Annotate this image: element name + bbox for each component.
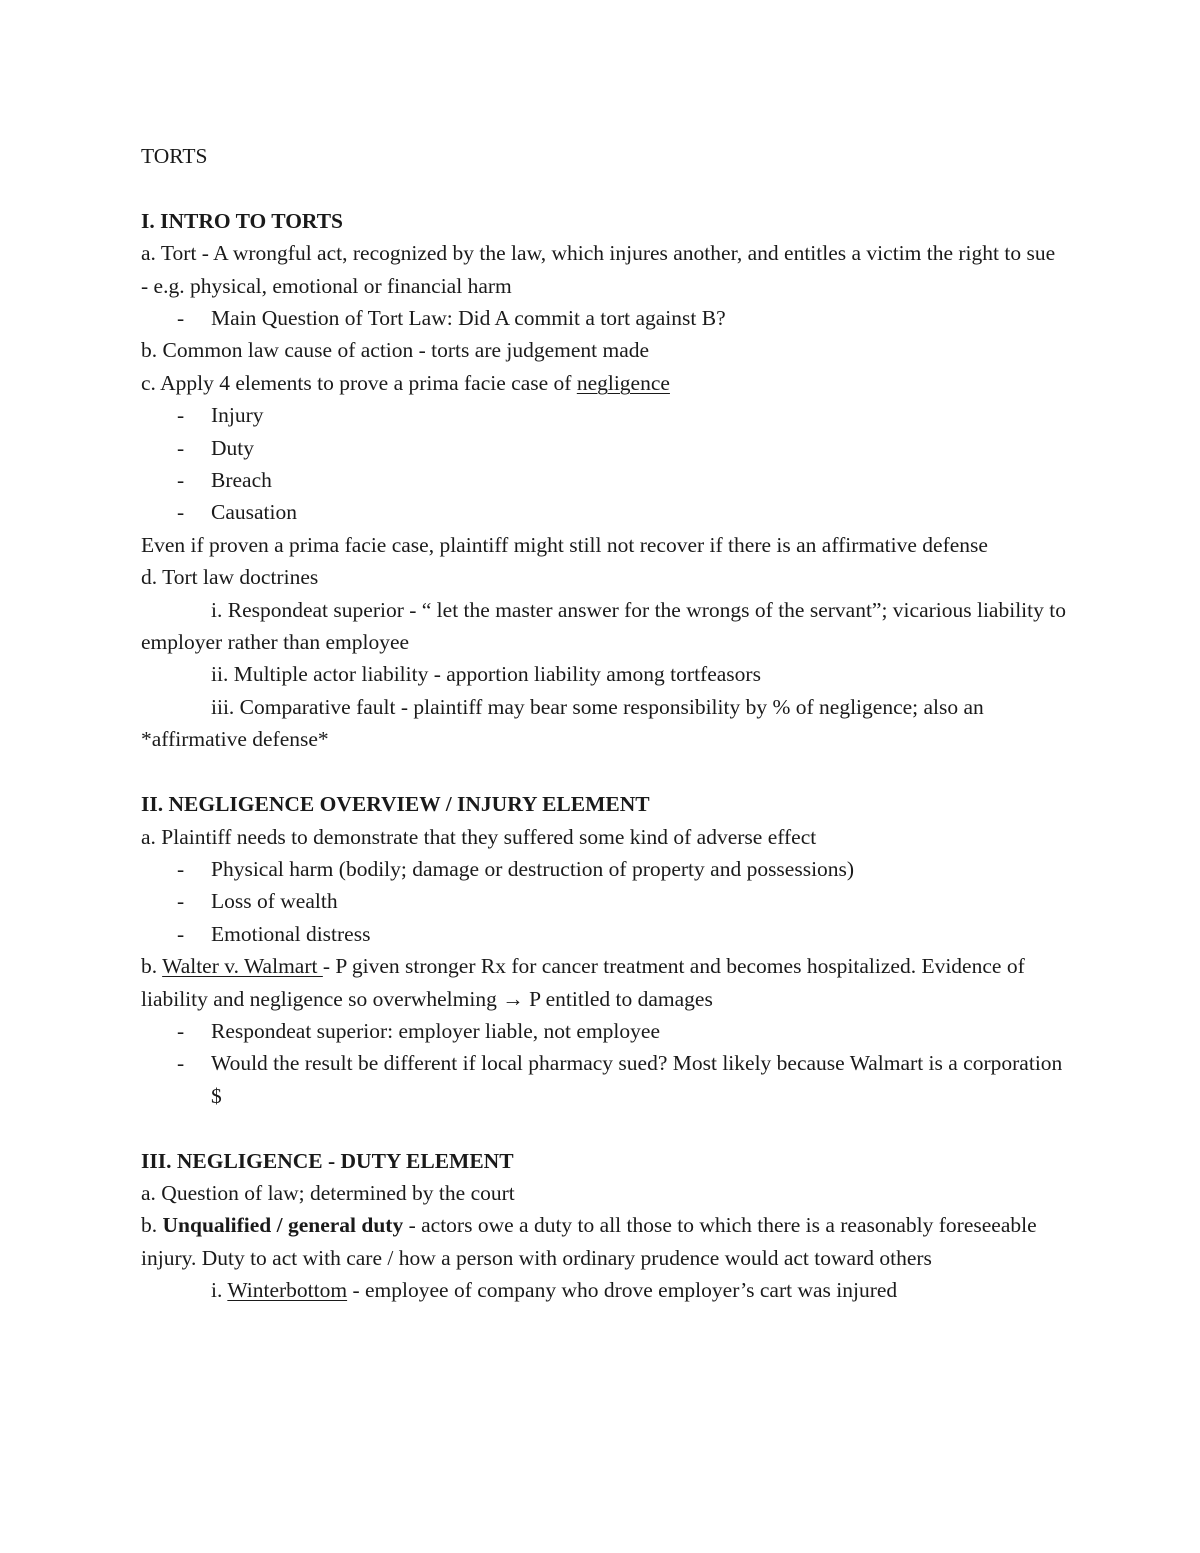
paragraph-general-duty (141, 1209, 1066, 1274)
bullet-text: Injury (211, 403, 264, 428)
underlined-term: negligence (576, 370, 670, 395)
bullet-item (141, 432, 1066, 464)
bullet-item (141, 853, 1066, 885)
dash-bullet: - (177, 921, 185, 946)
bullet-item (141, 399, 1066, 431)
bullet-item (141, 885, 1066, 917)
paragraph-question-of-law: a. Question of law; determined by the court (141, 1180, 515, 1205)
bullet-item (141, 302, 1066, 334)
bullet-item (141, 1047, 1066, 1112)
section-heading-duty-element: III. NEGLIGENCE - DUTY ELEMENT (141, 1148, 514, 1173)
section-heading-negligence-overview: II. NEGLIGENCE OVERVIEW / INJURY ELEMENT (141, 792, 650, 817)
paragraph-affirmative-defense: Even if proven a prima facie case, plaintiff might still not recover if there is an affirmative defense (141, 532, 988, 557)
case-name: Winterbottom (227, 1278, 348, 1303)
bullet-text: Emotional distress (211, 921, 371, 946)
dash-bullet: - (177, 468, 185, 493)
paragraph-walter-v-walmart (141, 950, 1066, 1015)
section-heading-intro: I. INTRO TO TORTS (141, 208, 343, 233)
dash-bullet: - (177, 435, 185, 460)
paragraph-text: b. (141, 954, 163, 979)
paragraph-text: - actors owe a duty to all those to which there is a reasonably foreseeable injury. Duty to act with care / how a person with ordinary prudence would act toward others (141, 1213, 1037, 1270)
paragraph-adverse-effect: a. Plaintiff needs to demonstrate that they suffered some kind of adverse effect (141, 824, 817, 849)
bullet-text: Would the result be different if local pharmacy sued? Most likely because Walmart is a corporation $ (211, 1051, 1063, 1108)
bullet-item (141, 918, 1066, 950)
paragraph-doctrines: d. Tort law doctrines (141, 565, 319, 590)
dash-bullet: - (177, 500, 185, 525)
paragraph-tort-definition: a. Tort - A wrongful act, recognized by the law, which injures another, and entitles a victim the right to sue - e.g. physical, emotional or financial harm (141, 241, 1056, 298)
document-title: TORTS (141, 144, 208, 168)
paragraph-text: b. (141, 1213, 163, 1238)
bullet-text: Loss of wealth (211, 889, 338, 914)
paragraph-text: i. (211, 1278, 228, 1303)
dash-bullet: - (177, 306, 185, 331)
sub-item-comparative-fault: iii. Comparative fault - plaintiff may bear some responsibility by % of negligence; also an *affirmative defense* (141, 694, 984, 752)
dash-bullet: - (177, 889, 185, 914)
bullet-item (141, 496, 1066, 528)
paragraph-four-elements (141, 367, 1066, 399)
bullet-item (141, 464, 1066, 496)
paragraph-text: - P given stronger Rx for cancer treatment and becomes hospitalized. Evidence of liability and negligence so overwhelming → P entitled to damages (141, 954, 1025, 1011)
dash-bullet: - (177, 856, 185, 881)
bold-term: Unqualified / general duty (162, 1213, 404, 1238)
case-name: Walter v. Walmart (162, 954, 323, 979)
paragraph-text: - employee of company who drove employer’s cart was injured (347, 1278, 898, 1303)
dash-bullet: - (177, 1051, 185, 1076)
bullet-item (141, 1015, 1066, 1047)
bullet-text: Duty (211, 435, 254, 460)
document-body (141, 140, 1066, 1307)
paragraph-common-law: b. Common law cause of action - torts are judgement made (141, 338, 650, 363)
spacer (141, 1112, 1066, 1144)
bullet-text: Main Question of Tort Law: Did A commit a tort against B? (211, 306, 726, 331)
spacer (141, 172, 1066, 204)
sub-item-multiple-actor: ii. Multiple actor liability - apportion liability among tortfeasors (211, 662, 761, 687)
dash-bullet: - (177, 1018, 185, 1043)
sub-item-respondeat: i. Respondeat superior - “ let the master answer for the wrongs of the servant”; vicarious liability to employer rather than employee (141, 597, 1066, 655)
spacer (141, 756, 1066, 788)
bullet-text: Breach (211, 468, 272, 493)
bullet-text: Causation (211, 500, 297, 525)
bullet-text: Physical harm (bodily; damage or destruction of property and possessions) (211, 856, 855, 881)
paragraph-text: c. Apply 4 elements to prove a prima facie case of (141, 370, 577, 395)
sub-item-winterbottom (141, 1274, 1066, 1306)
bullet-text: Respondeat superior: employer liable, not employee (211, 1018, 660, 1043)
dash-bullet: - (177, 403, 185, 428)
